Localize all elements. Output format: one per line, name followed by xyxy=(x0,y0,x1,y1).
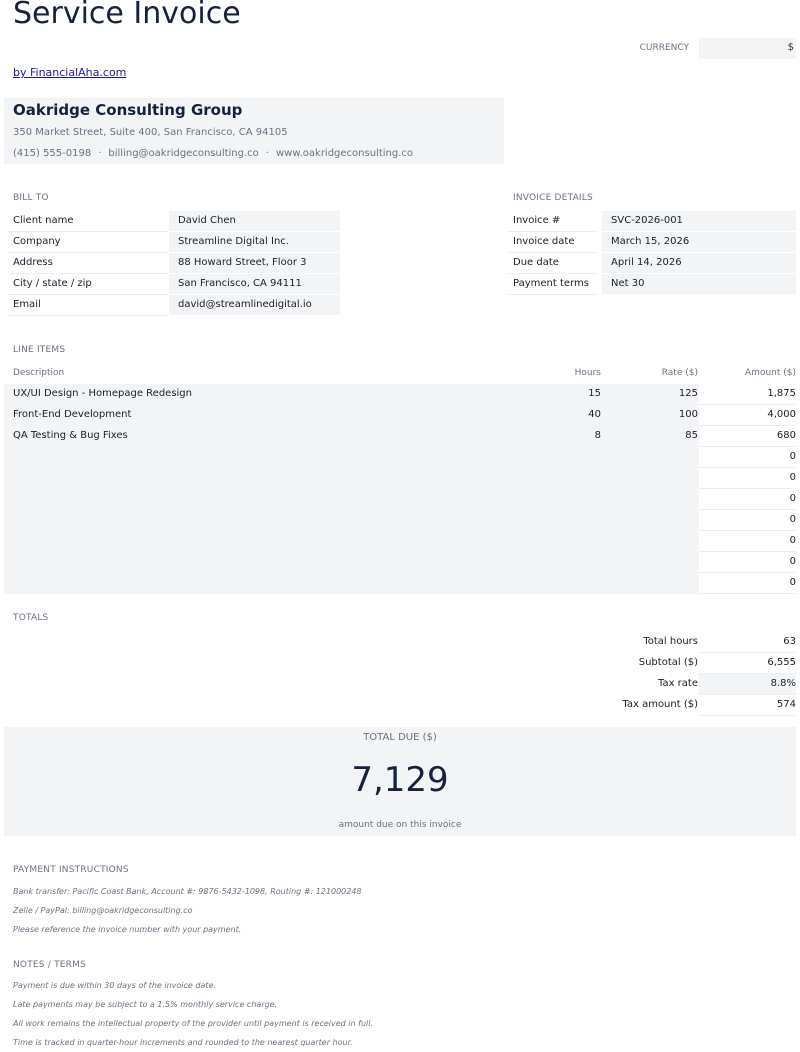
field-label: Email xyxy=(13,299,41,310)
totals-value: 6,555 xyxy=(699,653,796,674)
bill-to-label: BILL TO xyxy=(13,193,49,203)
item-description[interactable]: Front-End Development xyxy=(13,409,132,420)
payment-line[interactable]: Zelle / PayPal: billing@oakridgeconsulting.co xyxy=(13,906,193,915)
item-amount: 1,875 xyxy=(699,384,796,405)
item-amount: 0 xyxy=(699,468,796,489)
item-hours[interactable]: 8 xyxy=(594,430,601,441)
bill-to-row xyxy=(4,295,340,316)
item-hours[interactable]: 40 xyxy=(588,409,601,420)
totals-row xyxy=(400,674,796,695)
item-rate[interactable]: 85 xyxy=(685,430,698,441)
company-name[interactable]: Oakridge Consulting Group xyxy=(13,101,243,119)
invoice-detail-row xyxy=(504,211,796,232)
field-value[interactable]: March 15, 2026 xyxy=(602,232,796,252)
totals-label: TOTALS xyxy=(13,613,49,623)
field-label: Client name xyxy=(13,215,74,226)
table-row xyxy=(4,384,796,405)
column-header-hours: Hours xyxy=(574,368,601,378)
table-row xyxy=(4,405,796,426)
table-row xyxy=(4,510,796,531)
note-line[interactable]: All work remains the intellectual property of the provider until payment is received in full. xyxy=(13,1019,373,1028)
bill-to-row xyxy=(4,211,340,232)
field-value[interactable]: david@streamlinedigital.io xyxy=(169,295,340,315)
notes-terms-label: NOTES / TERMS xyxy=(13,960,86,970)
byline-link[interactable]: by FinancialAha.com xyxy=(13,66,127,79)
bill-to-row xyxy=(4,232,340,253)
invoice-detail-row xyxy=(504,253,796,274)
row-divider xyxy=(8,315,168,316)
page-title: Service Invoice xyxy=(13,0,241,31)
company-website[interactable]: www.oakridgeconsulting.co xyxy=(275,148,414,159)
table-row xyxy=(4,552,796,573)
totals-label: Subtotal ($) xyxy=(638,657,698,668)
separator: · xyxy=(98,148,102,159)
invoice-detail-row xyxy=(504,274,796,295)
totals-row xyxy=(400,632,796,653)
field-value[interactable]: Streamline Digital Inc. xyxy=(169,232,340,252)
item-amount: 0 xyxy=(699,552,796,573)
note-line[interactable]: Late payments may be subject to a 1.5% monthly service charge. xyxy=(13,1000,278,1009)
item-amount: 0 xyxy=(699,573,796,594)
item-amount: 0 xyxy=(699,531,796,552)
totals-label: Tax rate xyxy=(658,678,698,689)
item-amount: 0 xyxy=(699,489,796,510)
field-label: Company xyxy=(13,236,61,247)
item-rate[interactable]: 100 xyxy=(678,409,698,420)
column-header-description: Description xyxy=(13,368,65,378)
field-value[interactable]: SVC-2026-001 xyxy=(602,211,796,231)
totals-row xyxy=(400,653,796,674)
field-label: Address xyxy=(13,257,53,268)
item-hours[interactable]: 15 xyxy=(588,388,601,399)
total-due-caption: amount due on this invoice xyxy=(338,820,462,830)
company-email[interactable]: billing@oakridgeconsulting.co xyxy=(108,148,259,159)
column-header-amount: Amount ($) xyxy=(745,368,796,378)
invoice-detail-row xyxy=(504,232,796,253)
company-phone[interactable]: (415) 555-0198 xyxy=(13,148,92,159)
table-row xyxy=(4,489,796,510)
item-amount: 680 xyxy=(699,426,796,447)
table-row xyxy=(4,573,796,594)
table-row xyxy=(4,426,796,447)
field-value[interactable]: David Chen xyxy=(169,211,340,231)
note-line[interactable]: Time is tracked in quarter-hour increments and rounded to the nearest quarter hour. xyxy=(13,1038,353,1047)
table-row xyxy=(4,447,796,468)
payment-line[interactable]: Please reference the invoice number with your payment. xyxy=(13,925,242,934)
field-label: Payment terms xyxy=(513,278,589,289)
field-value[interactable]: April 14, 2026 xyxy=(602,253,796,273)
total-due-amount: 7,129 xyxy=(351,760,449,800)
column-header-rate: Rate ($) xyxy=(661,368,698,378)
item-description[interactable]: UX/UI Design - Homepage Redesign xyxy=(13,388,192,399)
item-amount: 0 xyxy=(699,510,796,531)
total-due-label: TOTAL DUE ($) xyxy=(363,732,437,743)
totals-label: Tax amount ($) xyxy=(622,699,698,710)
company-contact xyxy=(13,148,413,159)
field-value[interactable]: San Francisco, CA 94111 xyxy=(169,274,340,294)
bill-to-row xyxy=(4,274,340,295)
payment-line[interactable]: Bank transfer: Pacific Coast Bank, Account #: 9876-5432-1098, Routing #: 121000248 xyxy=(13,887,362,896)
field-label: Due date xyxy=(513,257,559,268)
company-address[interactable]: 350 Market Street, Suite 400, San Francisco, CA 94105 xyxy=(13,127,288,138)
item-description[interactable]: QA Testing & Bug Fixes xyxy=(13,430,128,441)
totals-row xyxy=(400,695,796,716)
totals-label: Total hours xyxy=(643,636,698,647)
bill-to-row xyxy=(4,253,340,274)
totals-value: 574 xyxy=(699,695,796,716)
item-amount: 4,000 xyxy=(699,405,796,426)
field-label: Invoice date xyxy=(513,236,575,247)
table-row xyxy=(4,468,796,489)
row-divider xyxy=(508,294,598,295)
payment-instructions-label: PAYMENT INSTRUCTIONS xyxy=(13,865,129,875)
field-label: Invoice # xyxy=(513,215,561,226)
invoice-details-label: INVOICE DETAILS xyxy=(513,193,593,203)
tax-rate-field[interactable]: 8.8% xyxy=(699,674,796,695)
note-line[interactable]: Payment is due within 30 days of the invoice date. xyxy=(13,981,216,990)
field-value[interactable]: 88 Howard Street, Floor 3 xyxy=(169,253,340,273)
currency-label: CURRENCY xyxy=(639,43,689,53)
separator: · xyxy=(265,148,269,159)
totals-value: 63 xyxy=(699,632,796,653)
field-value[interactable]: Net 30 xyxy=(602,274,796,294)
line-items-label: LINE ITEMS xyxy=(13,345,66,355)
table-row xyxy=(4,531,796,552)
currency-field[interactable]: $ xyxy=(699,38,796,59)
field-label: City / state / zip xyxy=(13,278,92,289)
item-amount: 0 xyxy=(699,447,796,468)
item-rate[interactable]: 125 xyxy=(678,388,698,399)
